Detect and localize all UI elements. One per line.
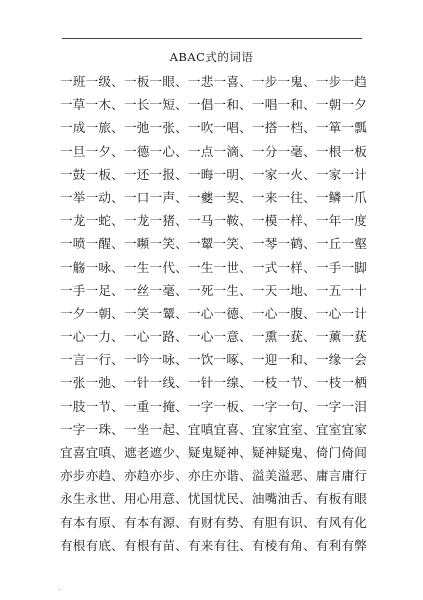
word-line: 一举一动、一口一声、一夔一契、一来一往、一鳞一爪 <box>60 189 368 205</box>
word-list <box>60 70 370 557</box>
word-line: 一鼓一板、一还一报、一晦一明、一家一火、一家一计 <box>60 166 368 182</box>
word-line: 一心一力、一心一路、一心一意、一熏一莸、一薰一莸 <box>60 329 368 345</box>
document-title: ABAC式的词语 <box>169 50 254 64</box>
word-line: 永生永世、用心用意、忧国忧民、油嘴油舌、有板有眼 <box>60 491 368 507</box>
footer-mark: . <box>58 583 61 592</box>
word-line: 一字一珠、一坐一起、宜嗔宜喜、宜家宜室、宜室宜家 <box>60 421 368 437</box>
word-line: 宜喜宜嗔、遮老遮少、疑鬼疑神、疑神疑鬼、倚门倚闾 <box>60 445 368 460</box>
word-line: 一张一弛、一针一线、一针一缐、一枝一节、一枝一栖 <box>60 375 368 391</box>
word-line: 一成一旅、一弛一张、一吹一唱、一搭一档、一箪一瓢 <box>60 120 368 136</box>
word-line: 一龙一蛇、一龙一猪、一马一鞍、一模一样、一年一度 <box>60 213 368 229</box>
word-line: 一班一级、一板一眼、一悲一喜、一步一鬼、一步一趋 <box>60 74 368 89</box>
word-line: 一言一行、一吟一咏、一饮一啄、一迎一和、一缘一会 <box>60 352 368 368</box>
word-line: 亦步亦趋、亦趋亦步、亦庄亦谐、溢美溢恶、庸言庸行 <box>60 468 368 484</box>
word-line: 一觞一咏、一生一代、一生一世、一式一样、一手一脚 <box>60 259 368 275</box>
word-line: 一草一木、一长一短、一倡一和、一唱一和、一朝一夕 <box>60 97 368 113</box>
word-line: 有本有原、有本有源、有财有势、有胆有识、有风有化 <box>60 514 368 530</box>
word-line: 一夕一朝、一笑一颦、一心一德、一心一腹、一心一计 <box>60 305 368 321</box>
word-line: 一喷一醒、一嚬一笑、一颦一笑、一琴一鹤、一丘一壑 <box>60 236 368 252</box>
word-line: 一手一足、一丝一毫、一死一生、一天一地、一五一十 <box>60 282 368 298</box>
header-rule <box>62 38 362 39</box>
word-line: 一旦一夕、一德一心、一点一滴、一分一毫、一根一板 <box>60 143 368 159</box>
word-line: 一肢一节、一重一掩、一字一板、一字一句、一字一泪 <box>60 398 368 414</box>
word-line: 有根有底、有根有苗、有来有往、有棱有角、有利有弊 <box>60 537 368 553</box>
